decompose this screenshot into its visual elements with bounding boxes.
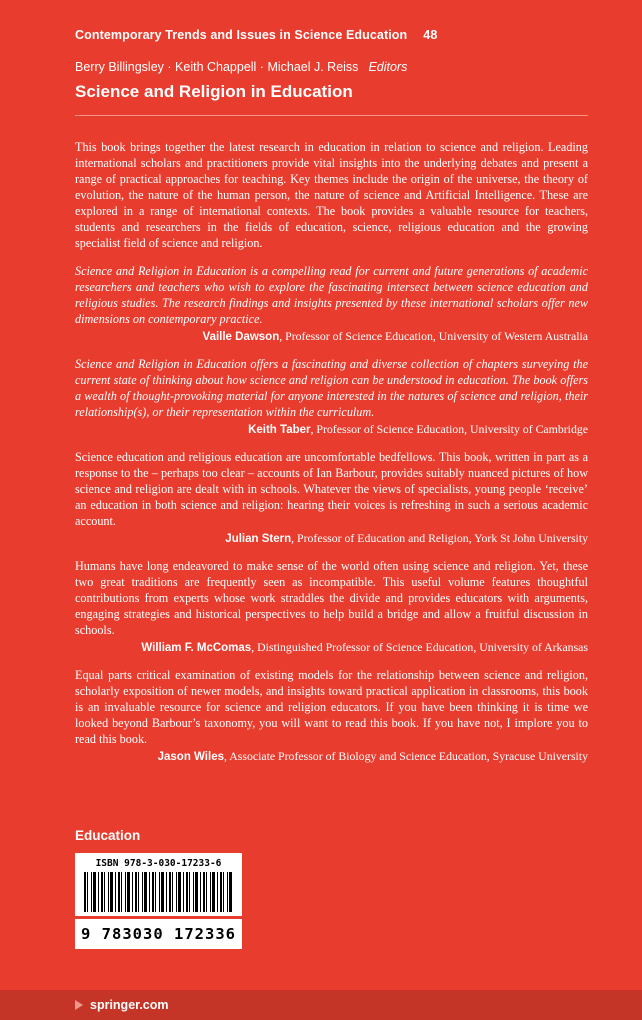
quote-body: offers a fascinating and diverse collection of chapters surveying the current state of thinking about how science and religion can be understood in education. The book offers a wealth of thought-provoking material for anyone interested in the natures of science and religion, their relationship(s), or their representation within the curriculum. xyxy=(75,357,588,420)
publisher-site-label: springer.com xyxy=(90,998,169,1012)
attribution-role: , Professor of Science Education, University of Western Australia xyxy=(279,329,588,344)
quote-text xyxy=(75,263,588,327)
quote-5 xyxy=(75,667,588,764)
attribution-name: Vaille Dawson xyxy=(202,331,280,344)
quote-text xyxy=(75,558,588,638)
quote-attribution xyxy=(75,749,588,764)
quote-lead: Science and Religion in Education xyxy=(75,264,247,279)
editor-names: Berry Billingsley · Keith Chappell · Michael J. Reiss xyxy=(75,60,359,74)
isbn-number: ISBN 978-3-030-17233-6 xyxy=(95,858,222,869)
publisher-footer-bar xyxy=(0,990,642,1020)
quote-body: Science education and religious education are uncomfortable bedfellows. This book, written in part as a response to the – perhaps too clear – accounts of Ian Barbour, provides suitably nuanced pictures of how science and religion are dealt with in schools. Whatever the views of specialists, young people ‘receive’ an education in both science and religion: hearing their voices is refreshing in such a serious academic account. xyxy=(75,450,588,529)
quote-2 xyxy=(75,356,588,437)
attribution-name: Keith Taber xyxy=(248,424,311,437)
series-title xyxy=(75,28,588,42)
quote-text xyxy=(75,356,588,420)
arrow-icon xyxy=(75,1000,83,1010)
quote-attribution xyxy=(75,531,588,546)
series-number: 48 xyxy=(423,28,438,42)
attribution-role: , Professor of Education and Religion, York St John University xyxy=(291,531,588,546)
ean-number: 9 783030 172336 xyxy=(81,925,236,943)
quote-4 xyxy=(75,558,588,655)
attribution-name: Julian Stern xyxy=(225,533,292,546)
editors-line xyxy=(75,60,588,74)
quote-attribution xyxy=(75,422,588,437)
header-divider xyxy=(75,115,588,116)
attribution-role: , Associate Professor of Biology and Science Education, Syracuse University xyxy=(224,749,588,764)
ean-box xyxy=(75,919,242,949)
quote-body: is a compelling read for current and future generations of academic researchers and teachers who wish to explore the fascinating intersect between science education and religious studies. The research findings and insights presented by these international scholars offer new dimensions on contemporary practice. xyxy=(75,264,588,327)
quote-body: Humans have long endeavored to make sense of the world often using science and religion. Yet, these two great traditions are frequently seen as incompatible. This useful volume features thoughtful contributions from experts whose work straddles the divide and provides educators with arguments, engaging strategies and historical perspectives to help build a bridge and allow a fruitful discussion in schools. xyxy=(75,559,588,638)
attribution-name: Jason Wiles xyxy=(157,751,224,764)
quote-lead: Science and Religion in Education xyxy=(75,357,247,372)
series-name: Contemporary Trends and Issues in Science Education xyxy=(75,28,408,42)
book-description: This book brings together the latest research in education in relation to science and religion. Leading international scholars and practitioners provide vital insights into the underlying debates and present a range of practical approaches for teaching. Key themes include the origin of the universe, the theory of evolution, the nature of the human person, the nature of science and Artificial Intelligence. These are explored in a range of international contexts. The book provides a valuable resource for teachers, students and researchers in the fields of education, science, religious education and the growing specialist field of science and religion. xyxy=(75,140,588,250)
quote-attribution xyxy=(75,329,588,344)
quote-3 xyxy=(75,449,588,546)
quote-body: Equal parts critical examination of existing models for the relationship between science and religion, scholarly exposition of newer models, and insights toward practical application in classrooms, this book is an invaluable resource for science and religion educators. If you have been thinking it is time we looked beyond Barbour’s taxonomy, you will want to read this book. If you have not, I implore you to read this book. xyxy=(75,668,588,747)
barcode xyxy=(84,872,233,912)
quote-1 xyxy=(75,263,588,344)
attribution-role: , Distinguished Professor of Science Education, University of Arkansas xyxy=(251,640,588,655)
quote-attribution xyxy=(75,640,588,655)
quote-text xyxy=(75,449,588,529)
attribution-role: , Professor of Science Education, University of Cambridge xyxy=(310,422,588,437)
book-title: Science and Religion in Education xyxy=(75,82,353,101)
editors-label: Editors xyxy=(368,60,408,74)
attribution-name: William F. McComas xyxy=(141,642,252,655)
quote-text xyxy=(75,667,588,747)
isbn-barcode-box xyxy=(75,853,242,916)
subject-category-label: Education xyxy=(75,828,141,843)
